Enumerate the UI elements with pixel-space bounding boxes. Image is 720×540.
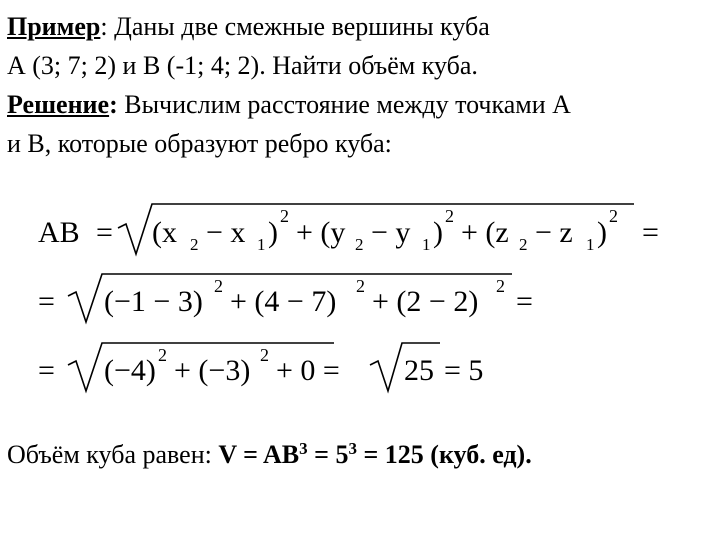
- term-z-open: + (z: [461, 216, 509, 249]
- solution-colon: :: [109, 90, 118, 119]
- problem-line-2: А (3; 7; 2) и В (-1; 4; 2). Найти объём куба.: [7, 51, 478, 80]
- sub-y2: 2: [355, 235, 364, 254]
- formula-equals-3: =: [38, 354, 55, 387]
- term-x-open: (x: [152, 216, 177, 249]
- line3-pow-2: 2: [260, 345, 269, 365]
- line3-term-3: + 0 =: [276, 354, 340, 387]
- problem-text-1: : Даны две смежные вершины куба: [100, 12, 490, 41]
- answer-tail: = 125 (куб. ед).: [356, 440, 532, 469]
- line3-radicand: 25: [404, 354, 434, 387]
- line2-term-2: + (4 − 7): [230, 285, 337, 318]
- formula-equals-2-end: =: [516, 285, 533, 318]
- pow-z: 2: [609, 206, 618, 226]
- formula-lhs: AB: [38, 216, 80, 249]
- pow-x: 2: [280, 206, 289, 226]
- line2-pow-3: 2: [496, 276, 505, 296]
- solution-line-2: и В, которые образуют ребро куба:: [7, 129, 392, 158]
- solution-line-1: [7, 90, 571, 120]
- term-y-open: + (y: [296, 216, 346, 249]
- sub-x2: 2: [190, 235, 199, 254]
- solution-label: Решение: [7, 90, 110, 119]
- formula-line-2: [38, 274, 533, 322]
- sub-y1: 1: [422, 235, 431, 254]
- solution-text-1: Вычислим расстояние между точками А: [117, 90, 571, 119]
- term-x-close: ): [268, 216, 278, 249]
- term-y-close: ): [433, 216, 443, 249]
- problem-line-1: [7, 12, 490, 42]
- answer-exp-2: 3: [348, 439, 357, 458]
- formula-line-3: [38, 343, 483, 391]
- answer-mid: = 5: [307, 440, 349, 469]
- line2-pow-2: 2: [356, 276, 365, 296]
- term-x-minus: − x: [206, 216, 246, 249]
- answer-v: V = AB: [218, 440, 300, 469]
- problem-label: Пример: [7, 12, 101, 41]
- line3-result: = 5: [444, 354, 484, 387]
- formula-equals-2: =: [38, 285, 55, 318]
- sub-z2: 2: [519, 235, 528, 254]
- pow-y: 2: [445, 206, 454, 226]
- answer-line: [7, 434, 532, 470]
- line2-pow-1: 2: [214, 276, 223, 296]
- line2-term-3: + (2 − 2): [372, 285, 479, 318]
- sub-x1: 1: [257, 235, 266, 254]
- formula-line-1: [38, 204, 659, 254]
- term-z-close: ): [597, 216, 607, 249]
- line2-term-1: (−1 − 3): [104, 285, 203, 318]
- line3-pow-1: 2: [158, 345, 167, 365]
- sub-z1: 1: [586, 235, 595, 254]
- line3-term-1: (−4): [104, 354, 156, 387]
- term-y-minus: − y: [371, 216, 411, 249]
- formula-equals-1: =: [96, 216, 113, 249]
- line3-term-2: + (−3): [174, 354, 251, 387]
- answer-exp-1: 3: [299, 439, 308, 458]
- distance-formula: [30, 198, 690, 398]
- formula-equals-1-end: =: [642, 216, 659, 249]
- answer-prefix: Объём куба равен:: [7, 440, 219, 469]
- term-z-minus: − z: [535, 216, 573, 249]
